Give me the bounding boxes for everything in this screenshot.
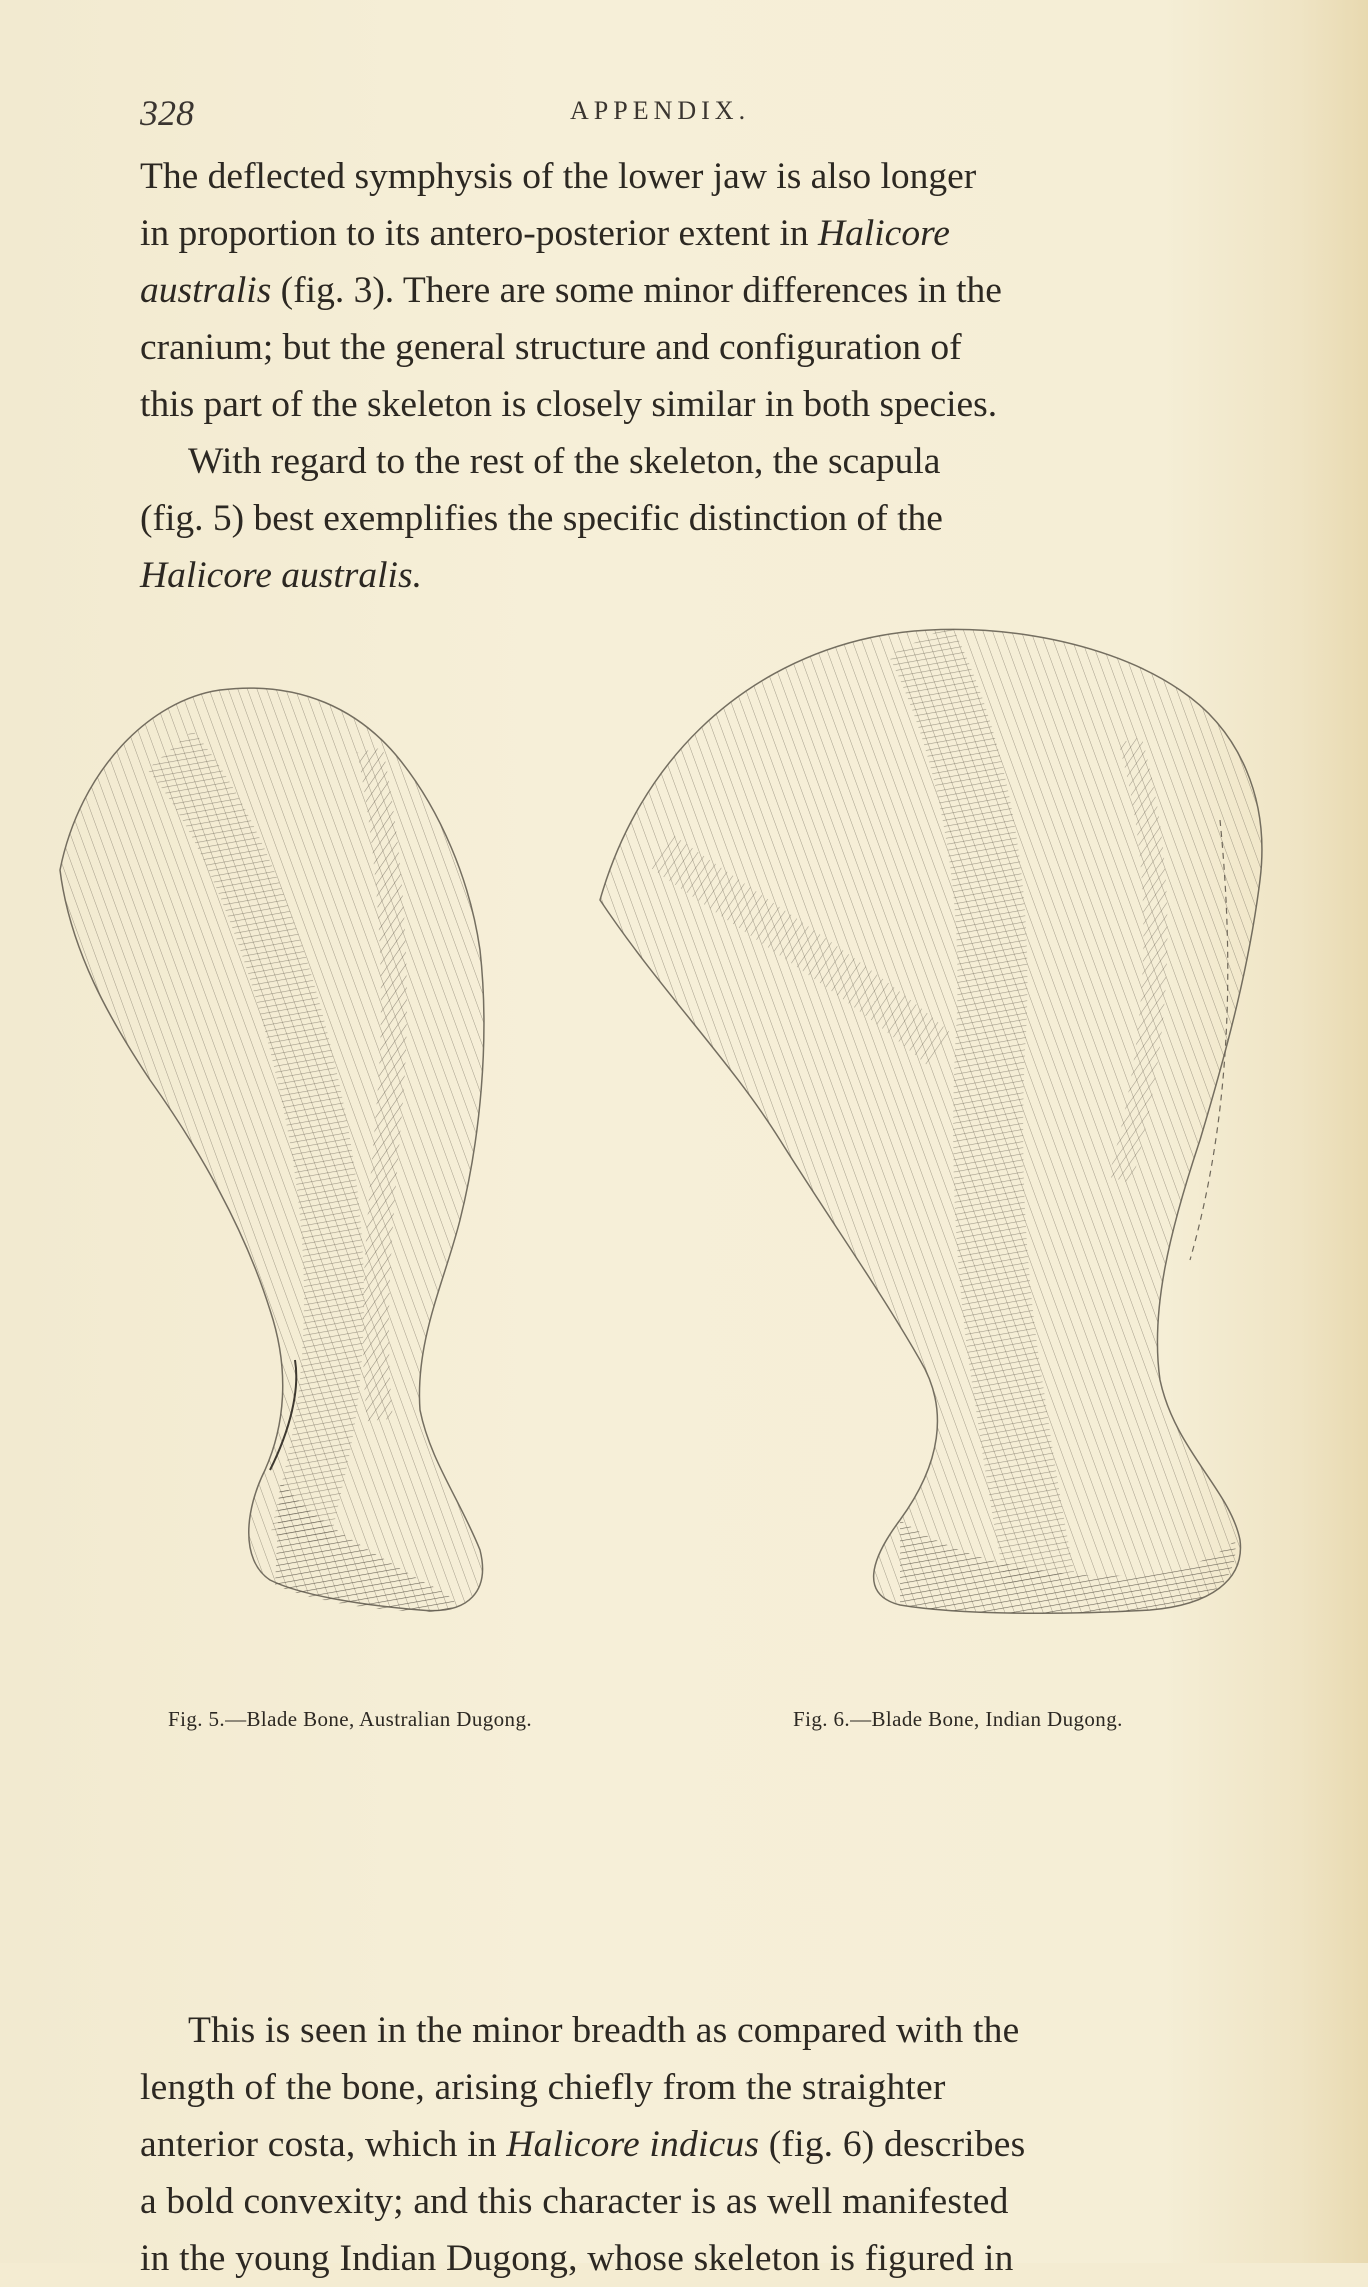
text-span: anterior costa, which in (140, 2124, 497, 2165)
text-line: (fig. 5) best exemplifies the specific distinction of the (140, 498, 943, 539)
text-line: length of the bone, arising chiefly from the straighter (140, 2067, 946, 2108)
text-span: (fig. 6) describes (759, 2124, 1026, 2165)
text-line (140, 547, 1220, 604)
text-line: The deflected symphysis of the lower jaw is also longer (140, 156, 977, 197)
italic-species-name: Halicore australis. (140, 555, 422, 596)
figure-6-caption: Fig. 6.—Blade Bone, Indian Dugong. (793, 1707, 1123, 1731)
fig6-scapula-drawing (600, 629, 1262, 1613)
text-line: a bold convexity; and this character is as well manifested (140, 2181, 1009, 2222)
text-line: this part of the skeleton is closely similar in both species. (140, 384, 998, 425)
paragraph-1 (140, 148, 1220, 604)
text-line: in the young Indian Dugong, whose skeleton is figured in (140, 2238, 1014, 2279)
text-line (140, 262, 1220, 319)
text-line: This is seen in the minor breadth as compared with the (188, 2010, 1020, 2051)
scapula-engravings (40, 620, 1270, 1680)
text-line: With regard to the rest of the skeleton, the scapula (188, 441, 941, 482)
italic-species-name: Halicore (818, 213, 950, 254)
fig5-scapula-drawing (60, 688, 484, 1612)
paragraph-2 (140, 2002, 1240, 2287)
text-line (140, 205, 1220, 262)
page-header (140, 92, 1240, 142)
figure-illustrations (40, 620, 1270, 1680)
text-span: in proportion to its antero-posterior extent in (140, 213, 809, 254)
italic-species-name: australis (140, 270, 272, 311)
text-span: (fig. 3). There are some minor differences in the (271, 270, 1002, 311)
text-line: cranium; but the general structure and configuration of (140, 327, 962, 368)
text-line (140, 2116, 1240, 2173)
running-head: APPENDIX. (570, 96, 751, 125)
italic-species-name: Halicore indicus (506, 2124, 760, 2165)
page-number: 328 (140, 93, 194, 133)
figure-5-caption: Fig. 5.—Blade Bone, Australian Dugong. (168, 1707, 533, 1731)
